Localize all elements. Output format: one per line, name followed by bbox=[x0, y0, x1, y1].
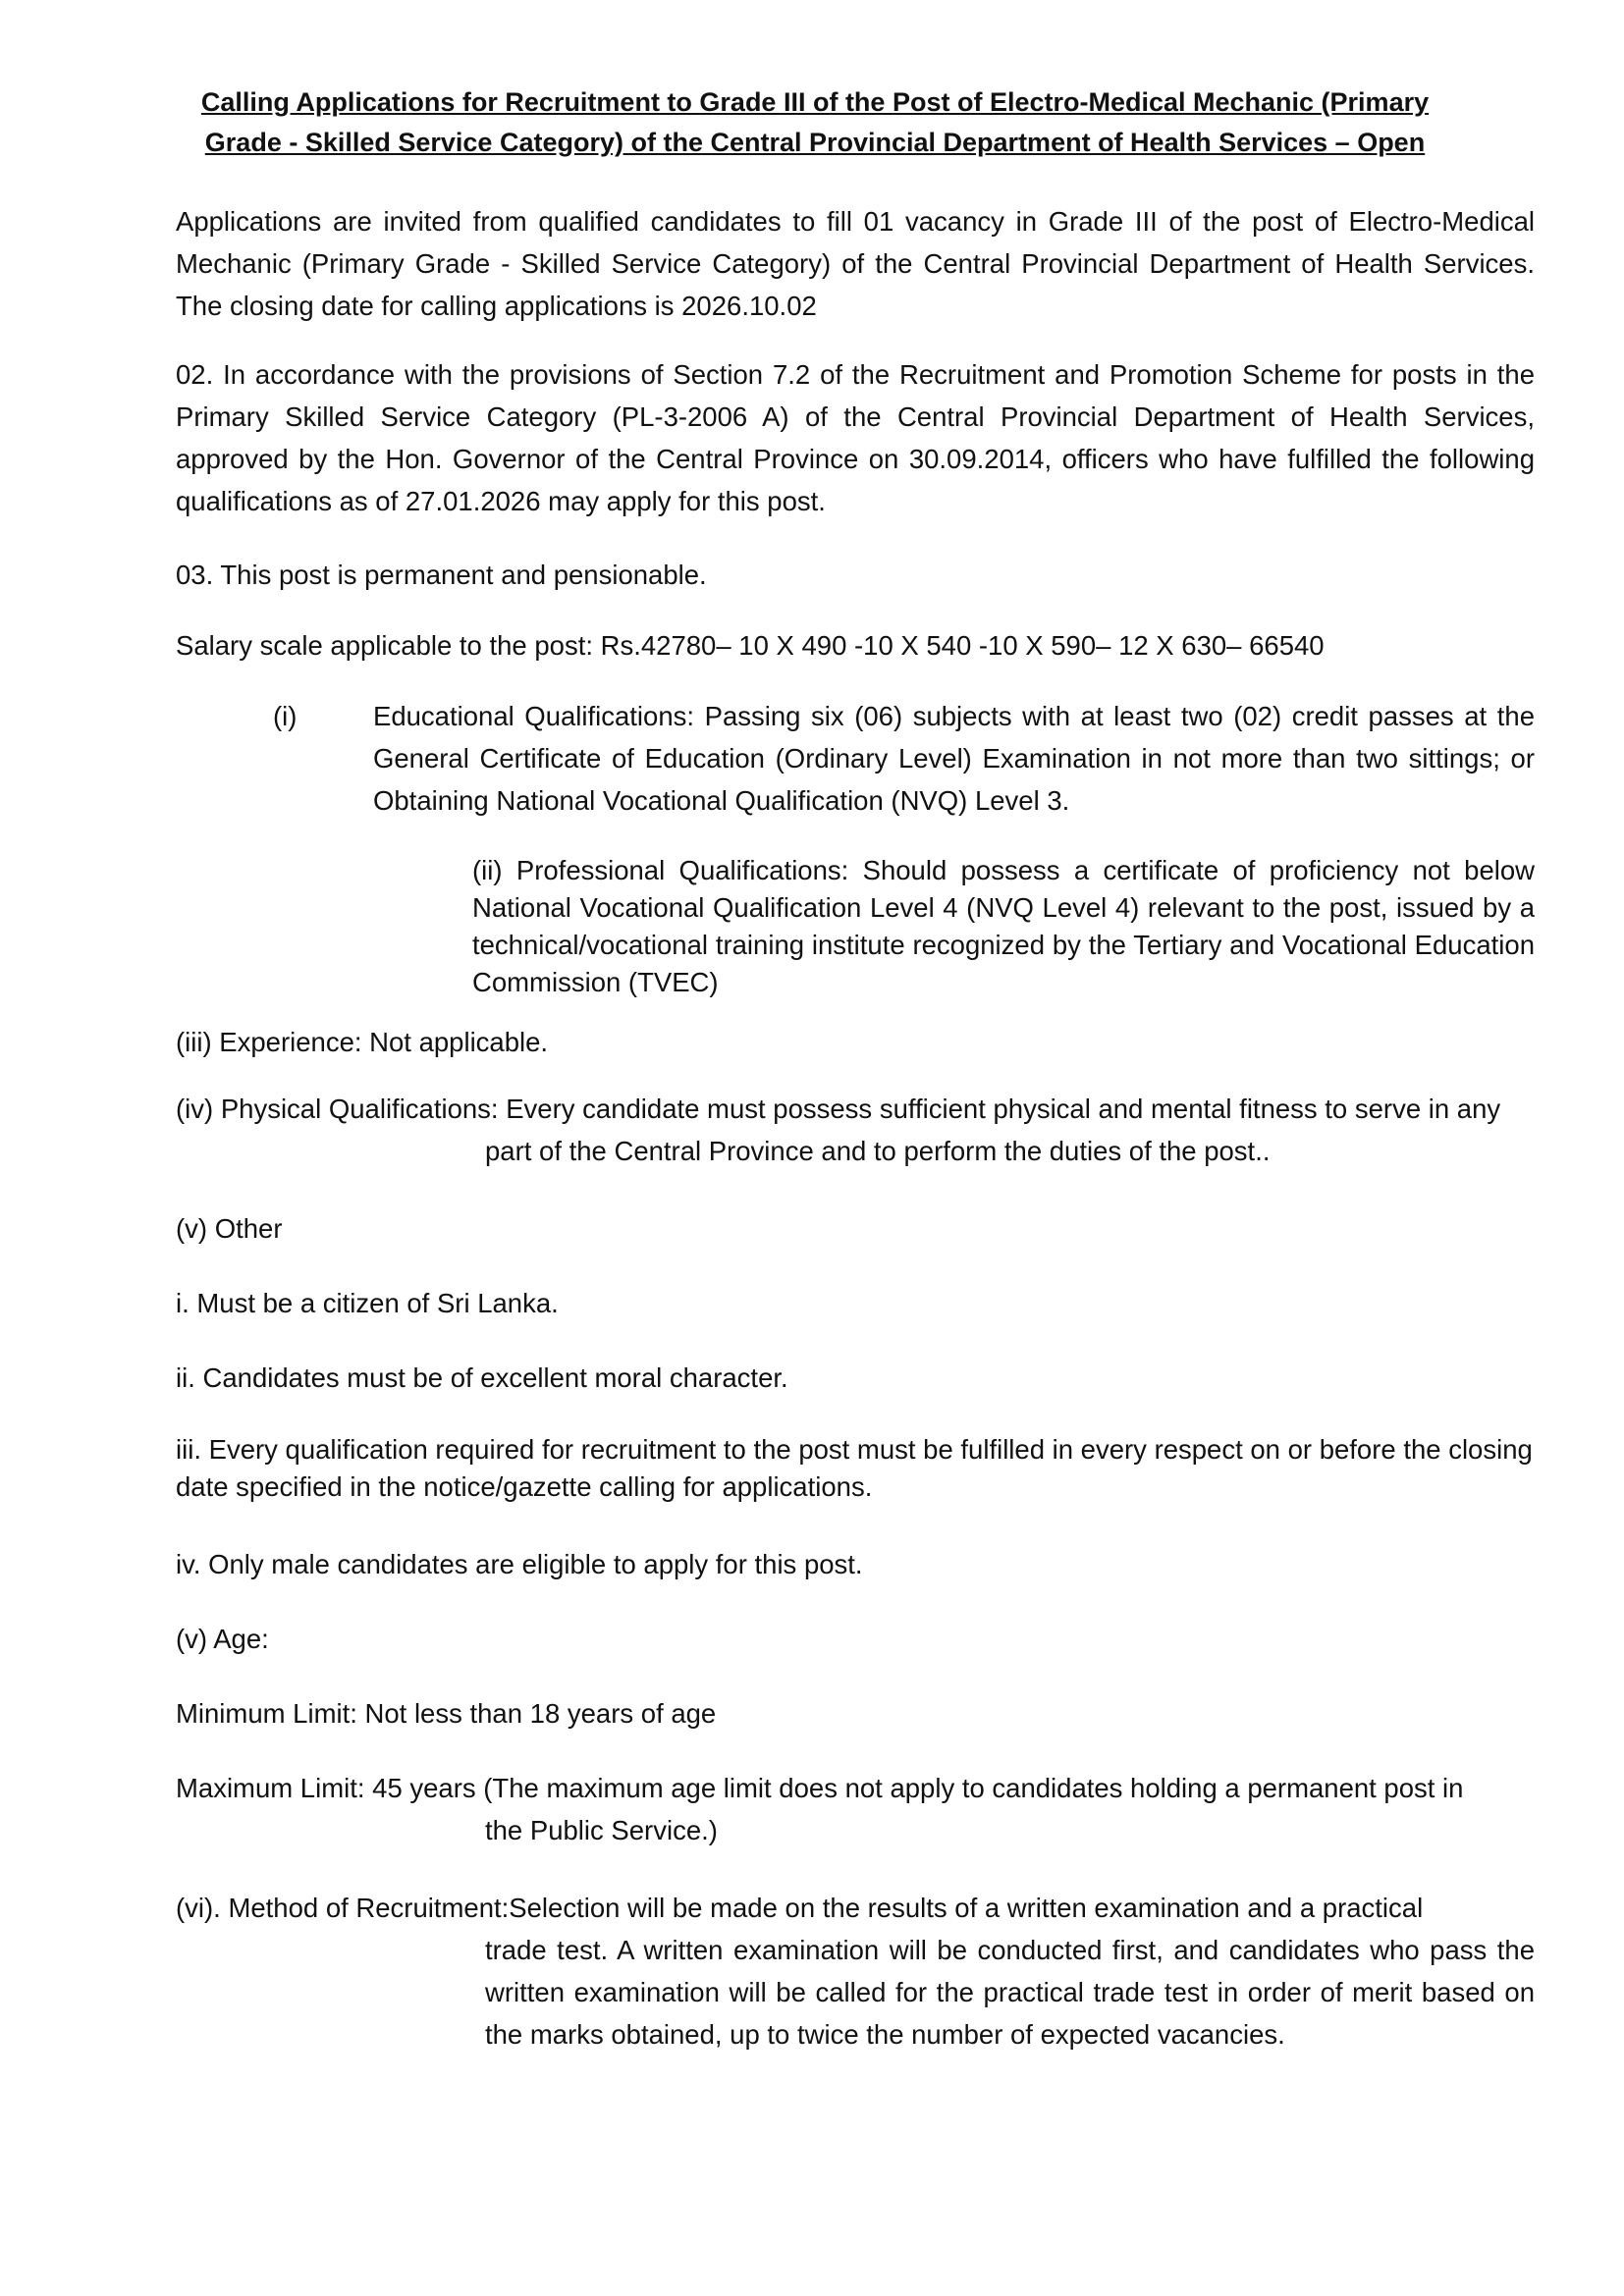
age-minimum: Minimum Limit: Not less than 18 years of age bbox=[176, 1698, 717, 1729]
document-title: Calling Applications for Recruitment to Grade III of the Post of Electro-Medical Mechanic (Primary Grade - Skilled Service Category) of the Central Provincial Department of Health Services – Open bbox=[200, 87, 1430, 157]
other-heading: (v) Other bbox=[176, 1213, 283, 1244]
qualification-iv-lead: (iv) Physical Qualifications: Every candidate must possess sufficient physical and mental fitness to serve in any bbox=[176, 1094, 1501, 1124]
qualification-iv-cont: part of the Central Province and to perform the duties of the post.. bbox=[485, 1136, 1271, 1166]
intro-paragraph: Applications are invited from qualified candidates to fill 01 vacancy in Grade III of the post of Electro-Medical Mechanic (Primary Grade - Skilled Service Category) of the Central Provincial Department of Health Services. The closing date for calling applications is 2026.10.02 bbox=[176, 206, 1535, 321]
qualification-i-number: (i) bbox=[273, 701, 298, 731]
other-item-ii: ii. Candidates must be of excellent moral character. bbox=[176, 1362, 788, 1393]
method-of-recruitment bbox=[176, 1887, 1535, 2056]
age-maximum-lead: Maximum Limit: 45 years (The maximum age limit does not apply to candidates holding a permanent post in bbox=[176, 1773, 1464, 1803]
qualification-i-text: Educational Qualifications: Passing six (06) subjects with at least two (02) credit passes at the General Certificate of Education (Ordinary Level) Examination in not more than two sittings; or Obtaining National Vocational Qualification (NVQ) Level 3. bbox=[373, 701, 1535, 816]
other-item-i: i. Must be a citizen of Sri Lanka. bbox=[176, 1288, 559, 1318]
paragraph-03: 03. This post is permanent and pensionable. bbox=[176, 560, 707, 590]
method-cont: trade test. A written examination will be conducted first, and candidates who pass the written examination will be called for the practical trade test in order of merit based on the marks obtained, up to twice the number of expected vacancies. bbox=[485, 1935, 1535, 2050]
qualification-iii: (iii) Experience: Not applicable. bbox=[176, 1027, 549, 1057]
qualification-iv bbox=[176, 1088, 1535, 1172]
other-item-iv: iv. Only male candidates are eligible to apply for this post. bbox=[176, 1549, 863, 1579]
paragraph-02: 02. In accordance with the provisions of Section 7.2 of the Recruitment and Promotion Scheme for posts in the Primary Skilled Service Category (PL-3-2006 A) of the Central Provincial Department of Health Services, approved by the Hon. Governor of the Central Province on 30.09.2014, officers who have fulfilled the following qualifications as of 27.01.2026 may apply for this post. bbox=[176, 359, 1535, 516]
method-lead: (vi). Method of Recruitment:Selection will be made on the results of a written examination and a practical bbox=[176, 1893, 1424, 1923]
age-heading: (v) Age: bbox=[176, 1624, 269, 1654]
age-maximum-cont: the Public Service.) bbox=[485, 1815, 718, 1845]
age-maximum bbox=[176, 1767, 1535, 1851]
salary-scale: Salary scale applicable to the post: Rs.42780– 10 X 490 -10 X 540 -10 X 590– 12 X 630– 66540 bbox=[176, 630, 1325, 661]
other-item-iii: iii. Every qualification required for recruitment to the post must be fulfilled in every respect on or before the closing date specified in the notice/gazette calling for applications. bbox=[176, 1434, 1533, 1502]
qualification-ii: (ii) Professional Qualifications: Should possess a certificate of proficiency not below National Vocational Qualification Level 4 (NVQ Level 4) relevant to the post, issued by a technical/vocational training institute recognized by the Tertiary and Vocational Education Commission (TVEC) bbox=[472, 855, 1535, 997]
